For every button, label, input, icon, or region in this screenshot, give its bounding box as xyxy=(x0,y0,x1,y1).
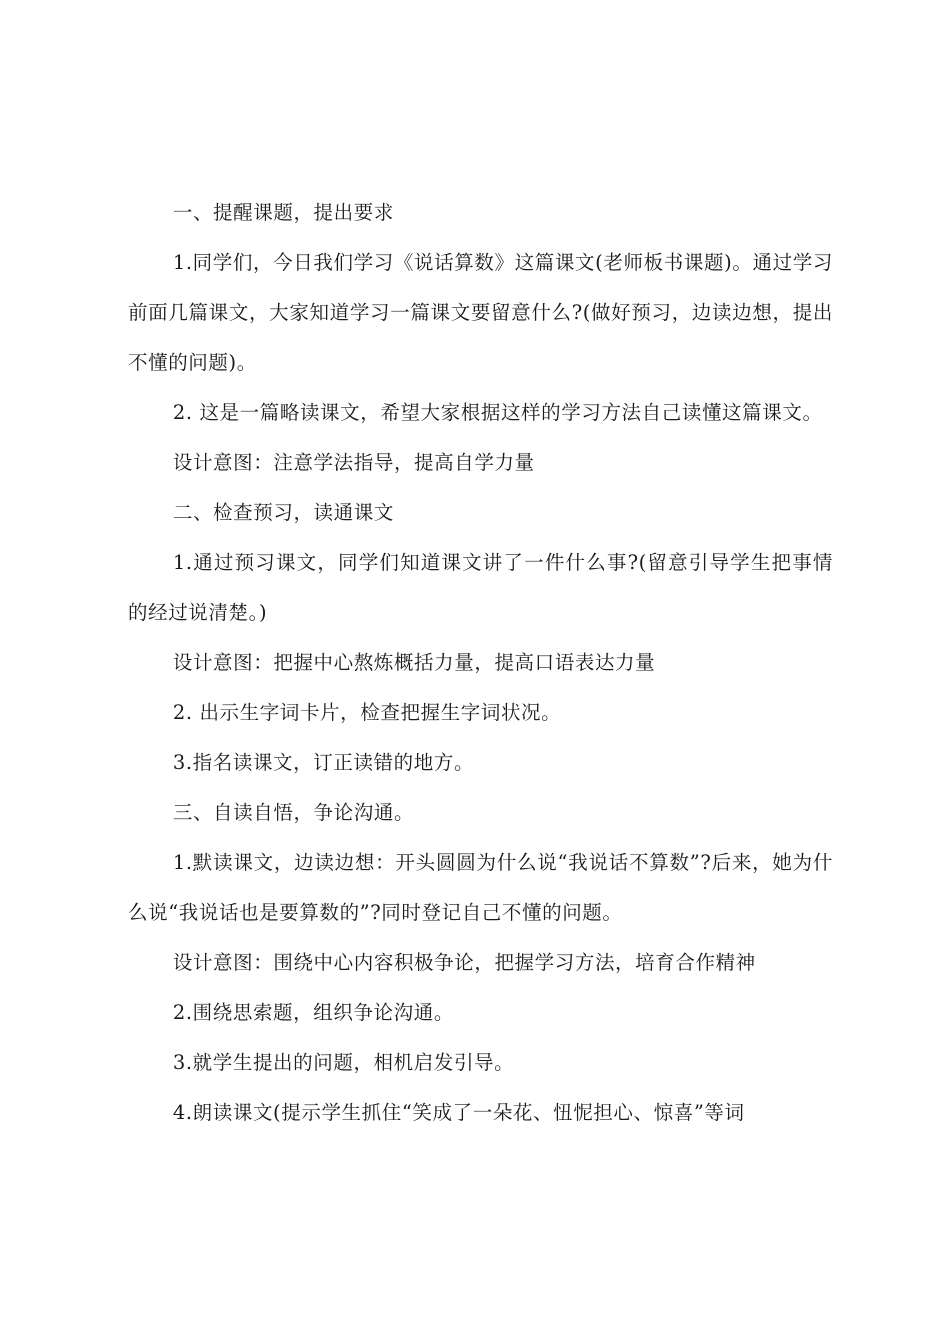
paragraph: 1.通过预习课文，同学们知道课文讲了一件什么事?(留意引导学生把事情的经过说清楚。) xyxy=(128,551,833,624)
paragraph: 1.默读课文，边读边想：开头圆圆为什么说“我说话不算数”?后来，她为什么说“我说话也是要算数的”?同时登记自己不懂的问题。 xyxy=(128,851,833,924)
document-body xyxy=(128,188,833,1138)
design-intent: 设计意图：把握中心熬炼概括力量，提高口语表达力量 xyxy=(172,651,656,674)
design-intent: 设计意图：围绕中心内容积极争论，把握学习方法，培育合作精神 xyxy=(172,951,756,974)
paragraph: 3.指名读课文，订正读错的地方。 xyxy=(172,751,475,774)
paragraph: 2. 出示生字词卡片，检查把握生字词状况。 xyxy=(172,701,562,724)
paragraph: 1.同学们，今日我们学习《说话算数》这篇课文(老师板书课题)。通过学习前面几篇课文，大家知道学习一篇课文要留意什么?(做好预习，边读边想，提出不懂的问题)。 xyxy=(128,251,833,374)
paragraph: 2.围绕思索题，组织争论沟通。 xyxy=(172,1001,454,1024)
paragraph: 4.朗读课文(提示学生抓住“笑成了一朵花、忸怩担心、惊喜”等词 xyxy=(172,1101,745,1124)
section-heading-3: 三、自读自悟，争论沟通。 xyxy=(172,801,415,824)
paragraph: 2. 这是一篇略读课文，希望大家根据这样的学习方法自己读懂这篇课文。 xyxy=(172,401,823,424)
section-heading-1: 一、提醒课题，提出要求 xyxy=(172,201,394,224)
section-heading-2: 二、检查预习，读通课文 xyxy=(172,501,394,524)
paragraph: 3.就学生提出的问题，相机启发引导。 xyxy=(172,1051,515,1074)
design-intent: 设计意图：注意学法指导，提高自学力量 xyxy=(172,451,535,474)
